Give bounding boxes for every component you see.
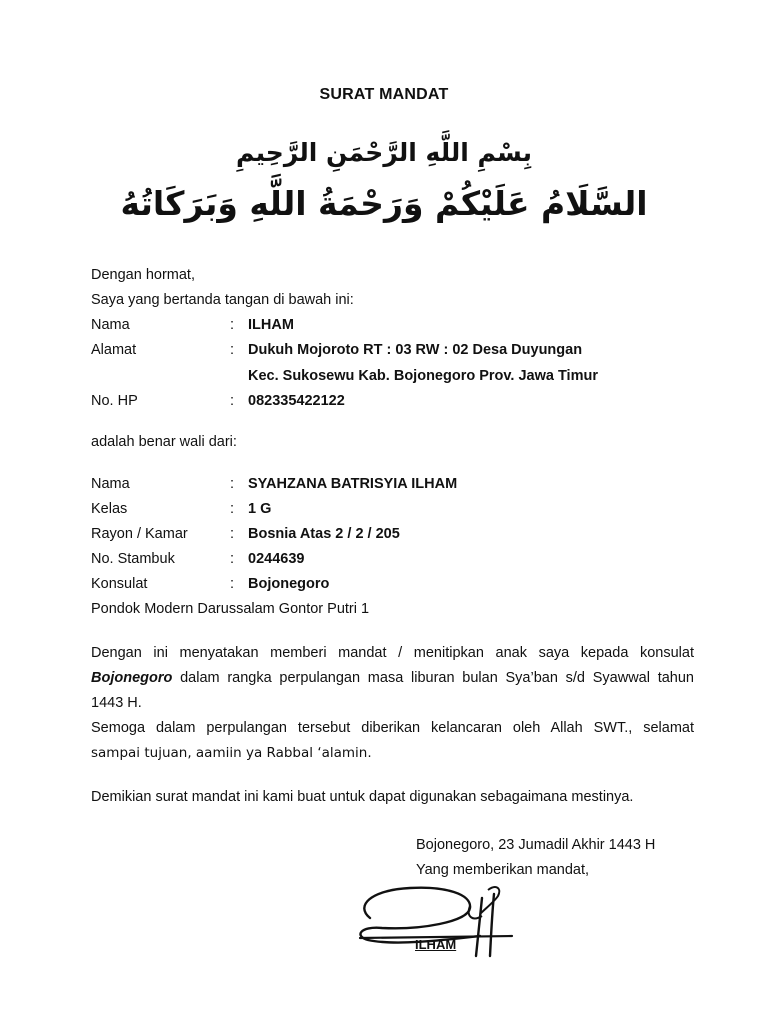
mandate-paragraph <box>91 641 694 766</box>
salam-calligraphy: السَّلَامُ عَلَيْكُمْ وَرَحْمَةُ اللَّهِ وَبَرَكَاتُهُ <box>120 184 648 223</box>
mandate-line-2 <box>91 666 694 691</box>
giver-text: Yang memberikan mandat, <box>416 862 590 878</box>
student-konsulat-row <box>91 576 691 596</box>
colon: : <box>230 576 235 592</box>
student-rayon-value: Bosnia Atas 2 / 2 / 205 <box>248 526 400 542</box>
basmalah-calligraphy: بِسْمِ اللَّهِ الرَّحْمَنِ الرَّحِيمِ <box>236 138 532 167</box>
intro-text: Saya yang bertanda tangan di bawah ini: <box>91 292 354 308</box>
student-class-label: Kelas <box>91 501 128 517</box>
colon: : <box>230 501 235 517</box>
mandate-line-3: 1443 H. <box>91 695 142 711</box>
student-class-row <box>91 501 691 521</box>
wish-line-2: sampai tujuan, aamiin ya Rabbal ‘alamin. <box>91 745 372 761</box>
place-date: Bojonegoro, 23 Jumadil Akhir 1443 H <box>416 837 656 853</box>
guardian-name-row <box>91 317 691 337</box>
guardian-phone-value: 082335422122 <box>248 393 345 409</box>
guardian-address-line1: Dukuh Mojoroto RT : 03 RW : 02 Desa Duyungan <box>248 342 583 358</box>
closing-text: Demikian surat mandat ini kami buat untuk dapat digunakan sebagaimana mestinya. <box>91 789 634 805</box>
student-name-label: Nama <box>91 476 130 492</box>
student-stambuk-row <box>91 551 691 571</box>
student-name-value: SYAHZANA BATRISYIA ILHAM <box>248 476 458 492</box>
wish-line-1: Semoga dalam perpulangan tersebut diberikan kelancaran oleh Allah SWT., selamat <box>91 720 694 736</box>
colon: : <box>230 551 235 567</box>
student-rayon-label: Rayon / Kamar <box>91 526 188 542</box>
guardian-phone-row <box>91 393 691 413</box>
guardian-name-value: ILHAM <box>248 317 294 333</box>
student-stambuk-value: 0244639 <box>248 551 305 567</box>
signatory-name: ILHAM <box>415 937 457 952</box>
student-rayon-row <box>91 526 691 546</box>
guardian-phone-label: No. HP <box>91 393 138 409</box>
student-name-row <box>91 476 691 496</box>
colon: : <box>230 476 235 492</box>
colon: : <box>230 317 235 333</box>
colon: : <box>230 393 235 409</box>
student-stambuk-label: No. Stambuk <box>91 551 175 567</box>
school-name: Pondok Modern Darussalam Gontor Putri 1 <box>91 601 370 617</box>
guardian-name-label: Nama <box>91 317 130 333</box>
student-konsulat-value: Bojonegoro <box>248 576 330 592</box>
greeting: Dengan hormat, <box>91 267 195 283</box>
konsulat-emphasis: Bojonegoro <box>91 670 173 686</box>
guardian-address-label: Alamat <box>91 342 137 358</box>
letter-title: SURAT MANDAT <box>319 86 449 103</box>
guardian-address-line2: Kec. Sukosewu Kab. Bojonegoro Prov. Jawa Timur <box>248 368 598 384</box>
relation-text: adalah benar wali dari: <box>91 434 237 450</box>
mandate-line-2-rest: dalam rangka perpulangan masa liburan bulan Sya’ban s/d Syawwal tahun <box>172 670 694 686</box>
colon: : <box>230 342 235 358</box>
student-class-value: 1 G <box>248 501 272 517</box>
guardian-address-row <box>91 342 691 362</box>
student-konsulat-label: Konsulat <box>91 576 148 592</box>
colon: : <box>230 526 235 542</box>
mandate-line-1: Dengan ini menyatakan memberi mandat / menitipkan anak saya kepada konsulat <box>91 645 694 661</box>
